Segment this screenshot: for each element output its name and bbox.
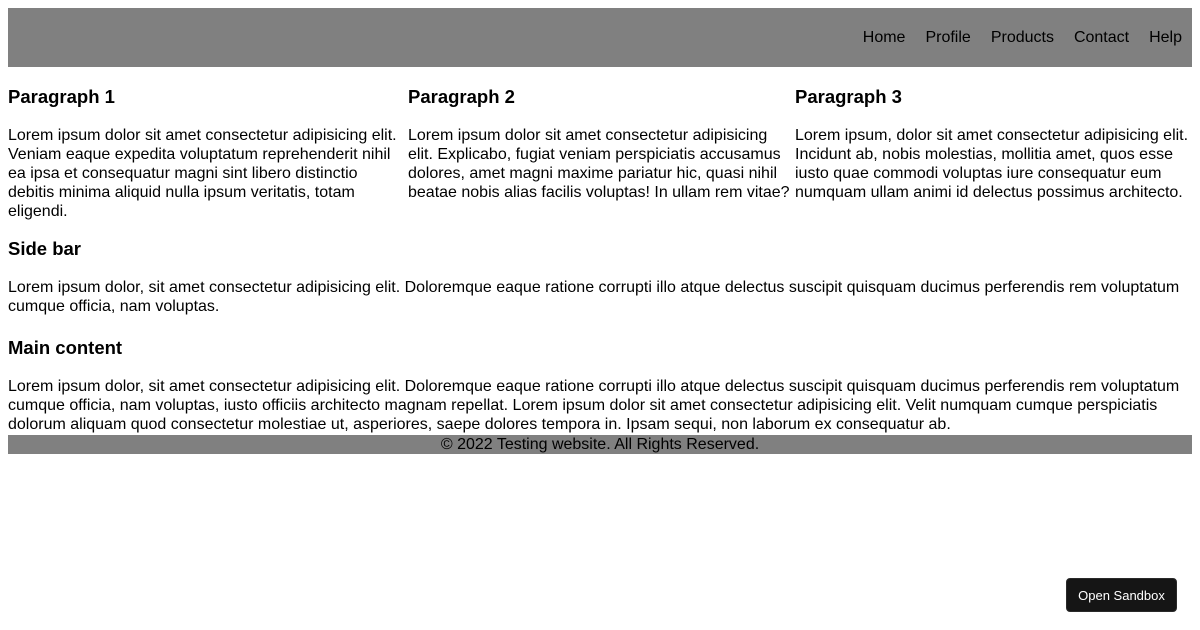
paragraph-column-1 xyxy=(8,86,408,221)
paragraph-1-heading: Paragraph 1 xyxy=(8,86,115,107)
paragraph-column-3 xyxy=(795,86,1195,202)
paragraph-columns xyxy=(8,86,1192,220)
paragraph-2-heading: Paragraph 2 xyxy=(408,86,515,107)
paragraph-3-text: Lorem ipsum, dolor sit amet consectetur adipisicing elit. Incidunt ab, nobis molestias, mollitia amet, quos esse iusto quae commodi voluptas iure consequatur eum numquam ullam animi id delectus possimus architecto. xyxy=(795,127,1189,201)
site-header xyxy=(8,8,1192,67)
paragraph-2-text: Lorem ipsum dolor sit amet consectetur adipisicing elit. Explicabo, fugiat veniam perspiciatis accusamus dolores, amet magni maxime pariatur hic, quasi nihil beatae nobis alias facilis voluptas! In ullam rem vitae? xyxy=(408,127,790,201)
sidebar-text: Lorem ipsum dolor, sit amet consectetur adipisicing elit. Doloremque eaque ratione corrupti illo atque delectus suscipit quisquam ducimus perferendis rem voluptatum cumque officia, nam voluptas. xyxy=(8,279,1180,315)
nav-home-link[interactable]: Home xyxy=(862,28,906,46)
paragraph-column-2 xyxy=(408,86,796,202)
paragraph-1-text: Lorem ipsum dolor sit amet consectetur adipisicing elit. Veniam eaque expedita voluptatum reprehenderit nihil ea ipsa et consequatur magni sint libero distinctio debitis minima aliquid nulla ipsum veritatis, totam eligendi. xyxy=(8,127,397,220)
footer-copyright: © 2022 Testing website. All Rights Reserved. xyxy=(440,436,760,453)
main-content-section xyxy=(8,337,1192,434)
nav-profile-link[interactable]: Profile xyxy=(925,28,971,46)
nav-contact-link[interactable]: Contact xyxy=(1073,28,1130,46)
main-content-heading: Main content xyxy=(8,337,123,358)
main-content-text: Lorem ipsum dolor, sit amet consectetur adipisicing elit. Doloremque eaque ratione corrupti illo atque delectus suscipit quisquam ducimus perferendis rem voluptatum cumque officia, nam voluptas, iusto officiis architecto magnam repellat. Lorem ipsum dolor sit amet consectetur adipisicing elit. Velit numquam cumque perspiciatis dolorum aliquam quod consectetur molestiae ut, asperiores, saepe dolores tempora in. Ipsam sequi, non laborum ex consequatur ab. xyxy=(8,378,1180,433)
nav-help-link[interactable]: Help xyxy=(1149,28,1182,46)
site-footer xyxy=(8,435,1192,454)
nav-products-link[interactable]: Products xyxy=(990,28,1054,46)
paragraph-3-heading: Paragraph 3 xyxy=(795,86,902,107)
top-nav xyxy=(843,8,1182,67)
sidebar-heading: Side bar xyxy=(8,238,81,259)
sidebar-section xyxy=(8,238,1192,316)
open-sandbox-button[interactable]: Open Sandbox xyxy=(1066,578,1177,612)
